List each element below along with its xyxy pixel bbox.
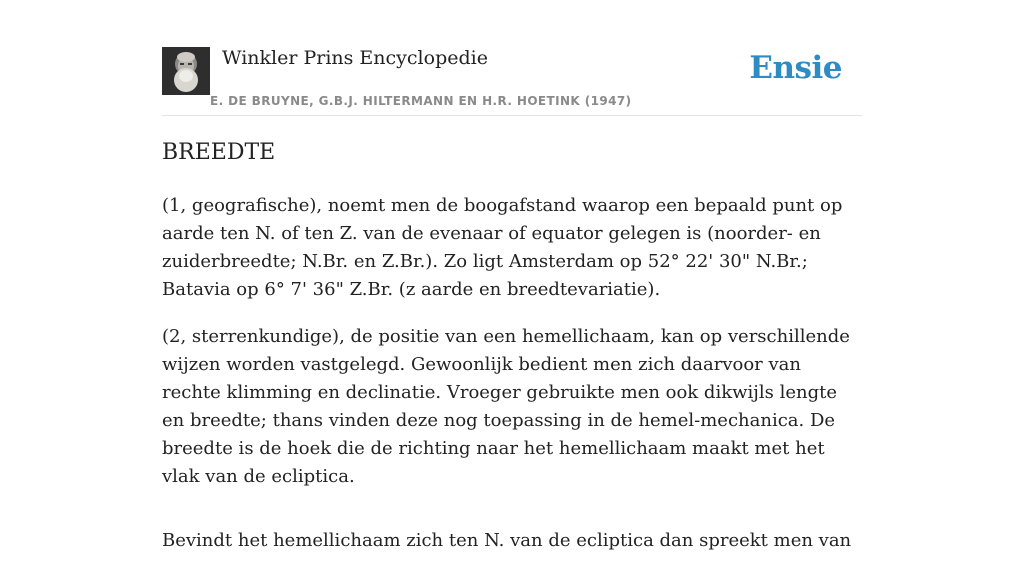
paragraph: Bevindt het hemellichaam zich ten N. van de ecliptica dan spreekt men van bbox=[162, 530, 852, 551]
paragraph: (2, sterrenkundige), de positie van een hemellichaam, kan op verschillende wijzen worden vastgelegd. Gewoonlijk bedient men zich daarvoor van rechte klimming en declinatie. Vroeger gebruikte men ook dikwijls lengte en breedte; thans vinden deze nog toepassing in de hemel-mechanica. De breedte is de hoek die de richting naar het hemellichaam maakt met het vlak van de ecliptica. bbox=[162, 326, 850, 487]
portrait-image bbox=[162, 47, 210, 95]
header bbox=[162, 40, 862, 116]
source-title[interactable]: Winkler Prins Encyclopedie bbox=[222, 47, 488, 69]
article-body bbox=[162, 192, 862, 574]
authors-line: E. DE BRUYNE, G.B.J. HILTERMANN EN H.R. HOETINK (1947) bbox=[210, 94, 632, 108]
author-avatar[interactable] bbox=[162, 47, 210, 95]
page bbox=[162, 0, 862, 551]
ensie-logo[interactable]: Ensie bbox=[749, 50, 842, 86]
entry-title: BREEDTE bbox=[162, 140, 276, 165]
paragraph: (1, geografische), noemt men de boogafstand waarop een bepaald punt op aarde ten N. of ten Z. van de evenaar of equator gelegen is (noorder- en zuiderbreedte; N.Br. en Z.Br.). Zo ligt Amsterdam op 52° 22' 30" N.Br.; Batavia op 6° 7' 36" Z.Br. (z aarde en breedtevariatie). bbox=[162, 195, 843, 300]
